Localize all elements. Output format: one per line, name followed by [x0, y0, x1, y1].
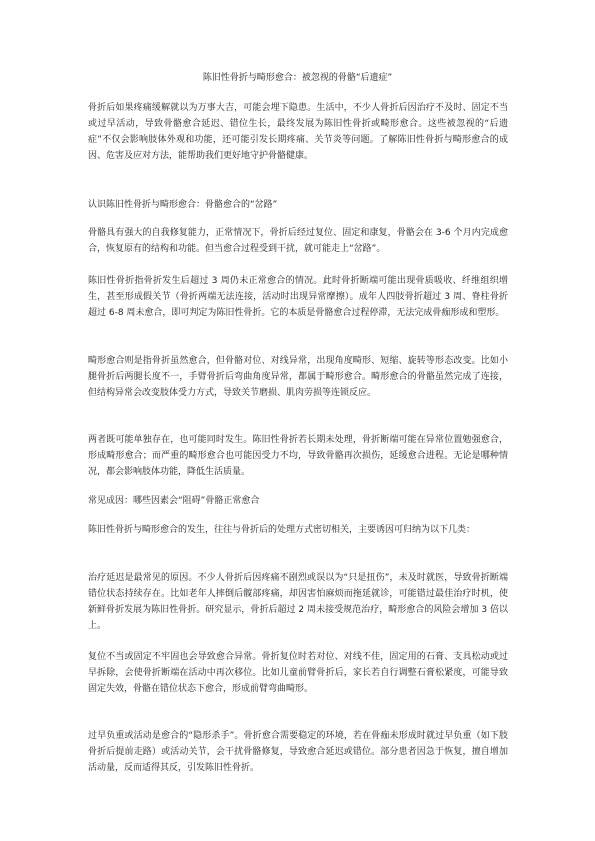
section1-paragraph-3: 畸形愈合则是指骨折虽然愈合，但骨骼对位、对线异常，出现角度畸形、短缩、旋转等形态改变。比如小腿骨折后两腿长度不一，手臂骨折后弯曲角度异常，都属于畸形愈合。畸形愈合的骨骼虽然完成了连接，但结构异常会改变肢体受力方式，导致关节磨损、肌肉劳损等连锁反应。 — [88, 356, 508, 398]
section-heading-causes: 常见成因：哪些因素会“阻碍”骨骼正常愈合 — [88, 496, 260, 506]
section1-paragraph-1: 骨骼具有强大的自我修复能力，正常情况下，骨折后经过复位、固定和康复，骨骼会在 3-6 个月内完成愈合，恢复原有的结构和功能。但当愈合过程受到干扰，就可能走上“岔路”。 — [88, 228, 508, 254]
document-title: 陈旧性骨折与畸形愈合：被忽视的骨骼“后遗症” — [202, 73, 393, 83]
section1-paragraph-4: 两者既可能单独存在，也可能同时发生。陈旧性骨折若长期未处理，骨折断端可能在异常位置勉强愈合，形成畸形愈合；而严重的畸形愈合也可能因受力不均，导致骨骼再次损伤，延缓愈合进程。无论是哪种情况，都会影响肢体功能，降低生活质量。 — [88, 435, 508, 477]
intro-paragraph: 骨折后如果疼痛缓解就以为万事大吉，可能会埋下隐患。生活中，不少人骨折后因治疗不及时、固定不当或过早活动，导致骨骼愈合延迟、错位生长，最终发展为陈旧性骨折或畸形愈合。这些被忽视的“后遗症”不仅会影响肢体外观和功能，还可能引发长期疼痛、关节炎等问题。了解陈旧性骨折与畸形愈合的成因、危害及应对方法，能帮助我们更好地守护骨骼健康。 — [88, 103, 508, 161]
section-heading-recognize: 认识陈旧性骨折与畸形愈合：骨骼愈合的“岔路” — [88, 200, 278, 210]
section2-paragraph-2: 治疗延迟是最常见的原因。不少人骨折后因疼痛不剧烈或误以为“只是扭伤”，未及时就医，导致骨折断端错位状态持续存在。比如老年人摔倒后髋部疼痛，却因害怕麻烦而拖延就诊，可能错过最佳治疗时机，使新鲜骨折发展为陈旧性骨折。研究显示，骨折后超过 2 周未接受规范治疗，畸形愈合的风险会增加 3 倍以上。 — [88, 573, 508, 631]
section2-paragraph-4: 过早负重或活动是愈合的“隐形杀手”。骨折愈合需要稳定的环境，若在骨痂未形成时就过早负重（如下肢骨折后提前走路）或活动关节，会干扰骨骼修复，导致愈合延迟或错位。部分患者因急于恢复，擅自增加活动量，反而适得其反，引发陈旧性骨折。 — [88, 731, 508, 773]
section1-paragraph-2: 陈旧性骨折指骨折发生后超过 3 周仍未正常愈合的情况。此时骨折断端可能出现骨质吸收、纤维组织增生，甚至形成假关节（骨折两端无法连接，活动时出现异常摩擦）。成年人四肢骨折超过 3 周、脊柱骨折超过 6-8 周未愈合，即可判定为陈旧性骨折。它的本质是骨骼愈合过程停滞，无法完成骨痂形成和塑形。 — [88, 276, 508, 318]
section2-paragraph-3: 复位不当或固定不牢固也会导致愈合异常。骨折复位时若对位、对线不佳，固定用的石膏、支具松动或过早拆除，会使骨折断端在活动中再次移位。比如儿童前臂骨折后，家长若自行调整石膏松紧度，可能导致固定失效，骨骼在错位状态下愈合，形成前臂弯曲畸形。 — [88, 652, 508, 694]
section2-paragraph-1: 陈旧性骨折与畸形愈合的发生，往往与骨折后的处理方式密切相关，主要诱因可归纳为以下几类： — [88, 525, 476, 535]
